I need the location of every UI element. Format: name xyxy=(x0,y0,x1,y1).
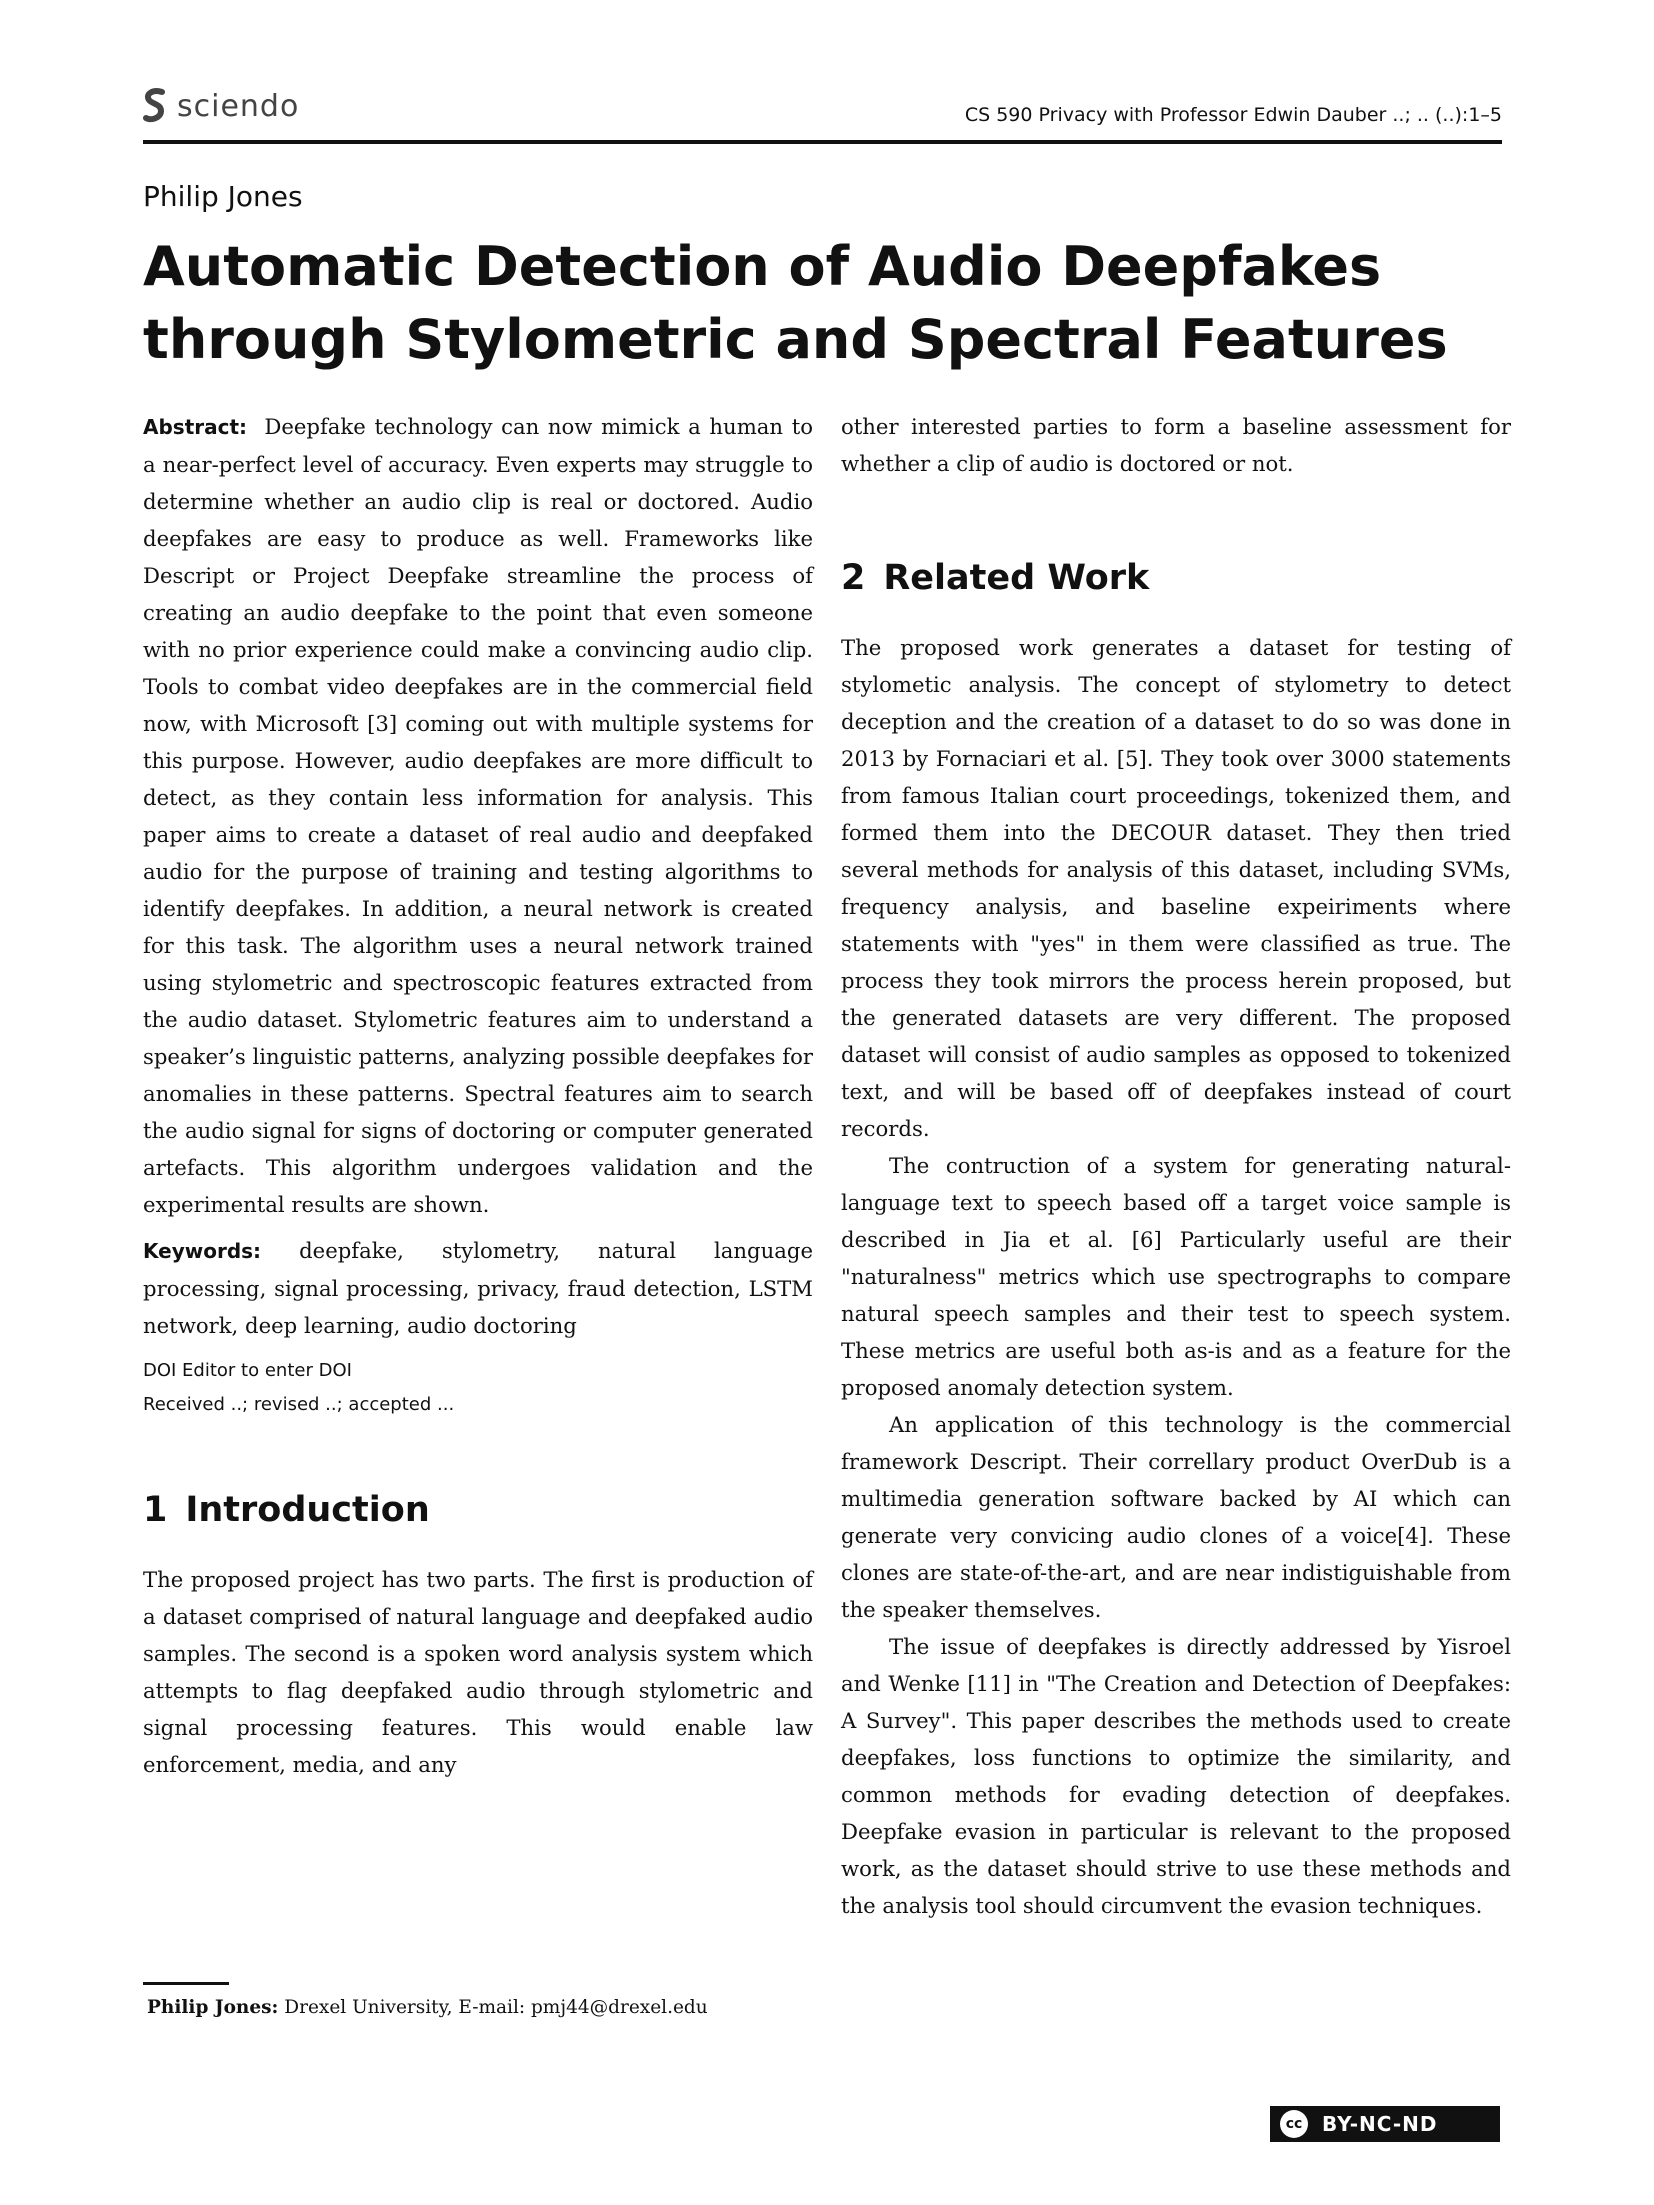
section-heading-related-work xyxy=(841,560,1511,597)
related-paragraph-3: An application of this technology is the commercial framework Descript. Their correllary product OverDub is a multimedia generation software backed by AI which can generate very convicing audio clones of a voice[4]. These clones are state-of-the-art, and are near indistiguishable from the speaker themselves. xyxy=(841,1412,1511,1622)
running-head: CS 590 Privacy with Professor Edwin Dauber ..; .. (..):1–5 xyxy=(964,104,1502,126)
publisher-logo xyxy=(143,88,299,124)
footnote-rule xyxy=(143,1982,229,1985)
abstract xyxy=(143,408,813,1223)
logo-text: sciendo xyxy=(177,88,300,124)
license-text: BY-NC-ND xyxy=(1322,2112,1438,2136)
section-number: 2 xyxy=(841,558,866,598)
abstract-label: Abstract: xyxy=(143,415,248,439)
header-rule xyxy=(143,140,1502,144)
section-number: 1 xyxy=(143,1490,168,1530)
intro-paragraph: The proposed project has two parts. The first is production of a dataset comprised of natural language and deepfaked audio samples. The second is a spoken word analysis system which attempts to flag deepfaked audio through stylometric and signal processing features. This would enable law enforcement, media, and any xyxy=(143,1567,813,1777)
left-column xyxy=(143,408,813,1783)
related-paragraph-4: The issue of deepfakes is directly addressed by Yisroel and Wenke [11] in "The Creation and Detection of Deepfakes: A Survey". This paper describes the methods used to create deepfakes, loss functions to optimize the similarity, and common methods for evading detection of deepfakes. Deepfake evasion in particular is relevant to the proposed work, as the dataset should strive to use these methods and the analysis tool should circumvent the evasion techniques. xyxy=(841,1634,1511,1918)
footnote-text: Drexel University, E-mail: pmj44@drexel.edu xyxy=(284,1997,708,2018)
keywords xyxy=(143,1232,813,1344)
section-title: Related Work xyxy=(883,558,1150,598)
related-paragraph-1: The proposed work generates a dataset for testing of stylometic analysis. The concept of stylometry to detect deception and the creation of a dataset to do so was done in 2013 by Fornaciari et al. [5]. They took over 3000 statements from famous Italian court proceedings, tokenized them, and formed them into the DECOUR dataset. They then tried several methods for analysis of this dataset, including SVMs, frequency analysis, and baseline expeiriments where statements with "yes" in them were classified as true. The process they took mirrors the process herein proposed, but the generated datasets are very different. The proposed dataset will consist of audio samples as opposed to tokenized text, and will be based off of deepfakes instead of court records. xyxy=(841,635,1511,1141)
received-line: Received ..; revised ..; accepted ... xyxy=(143,1394,455,1415)
license-badge xyxy=(1270,2106,1500,2142)
intro-paragraph-continued: other interested parties to form a baseline assessment for whether a clip of audio is doctored or not. xyxy=(841,414,1511,476)
abstract-text: Deepfake technology can now mimick a human to a near-perfect level of accuracy. Even experts may struggle to determine whether an audio clip is real or doctored. Audio deepfakes are easy to produce as well. Frameworks like Descript or Project Deepfake streamline the process of creating an audio deepfake to the point that even someone with no prior experience could make a convincing audio clip. Tools to combat video deepfakes are in the commercial field now, with Microsoft [3] coming out with multiple systems for this purpose. However, audio deepfakes are more difficult to detect, as they contain less information for analysis. This paper aims to create a dataset of real audio and deepfaked audio for the purpose of training and testing algorithms to identify deepfakes. In addition, a neural network is created for this task. The algorithm uses a neural network trained using stylometric and spectroscopic features extracted from the audio dataset. Stylometric features aim to understand a speaker’s linguistic patterns, analyzing possible deepfakes for anomalies in these patterns. Spectral features aim to search the audio signal for signs of doctoring or computer generated artefacts. This algorithm undergoes validation and the experimental results are shown. xyxy=(143,414,813,1217)
right-column xyxy=(841,408,1511,1924)
footnote-name: Philip Jones: xyxy=(147,1997,279,2018)
section-heading-introduction xyxy=(143,1492,813,1529)
section-title: Introduction xyxy=(185,1490,430,1530)
creative-commons-icon: cc xyxy=(1272,2108,1316,2140)
doi-line: DOI Editor to enter DOI xyxy=(143,1360,352,1381)
author-footnote xyxy=(147,1997,708,2018)
sciendo-logo-icon xyxy=(143,88,167,124)
paper-title: Automatic Detection of Audio Deepfakes through Stylometric and Spectral Features xyxy=(143,235,1448,371)
keywords-text: deepfake, stylometry, natural language processing, signal processing, privacy, fraud detection, LSTM network, deep learning, audio doctoring xyxy=(143,1238,813,1338)
keywords-label: Keywords: xyxy=(143,1239,262,1263)
author-name: Philip Jones xyxy=(143,180,303,213)
related-paragraph-2: The contruction of a system for generating natural-language text to speech based off a target voice sample is described in Jia et al. [6] Particularly useful are their "naturalness" metrics which use spectrographs to compare natural speech samples and their test to speech system. These metrics are useful both as-is and as a feature for the proposed anomaly detection system. xyxy=(841,1153,1511,1400)
